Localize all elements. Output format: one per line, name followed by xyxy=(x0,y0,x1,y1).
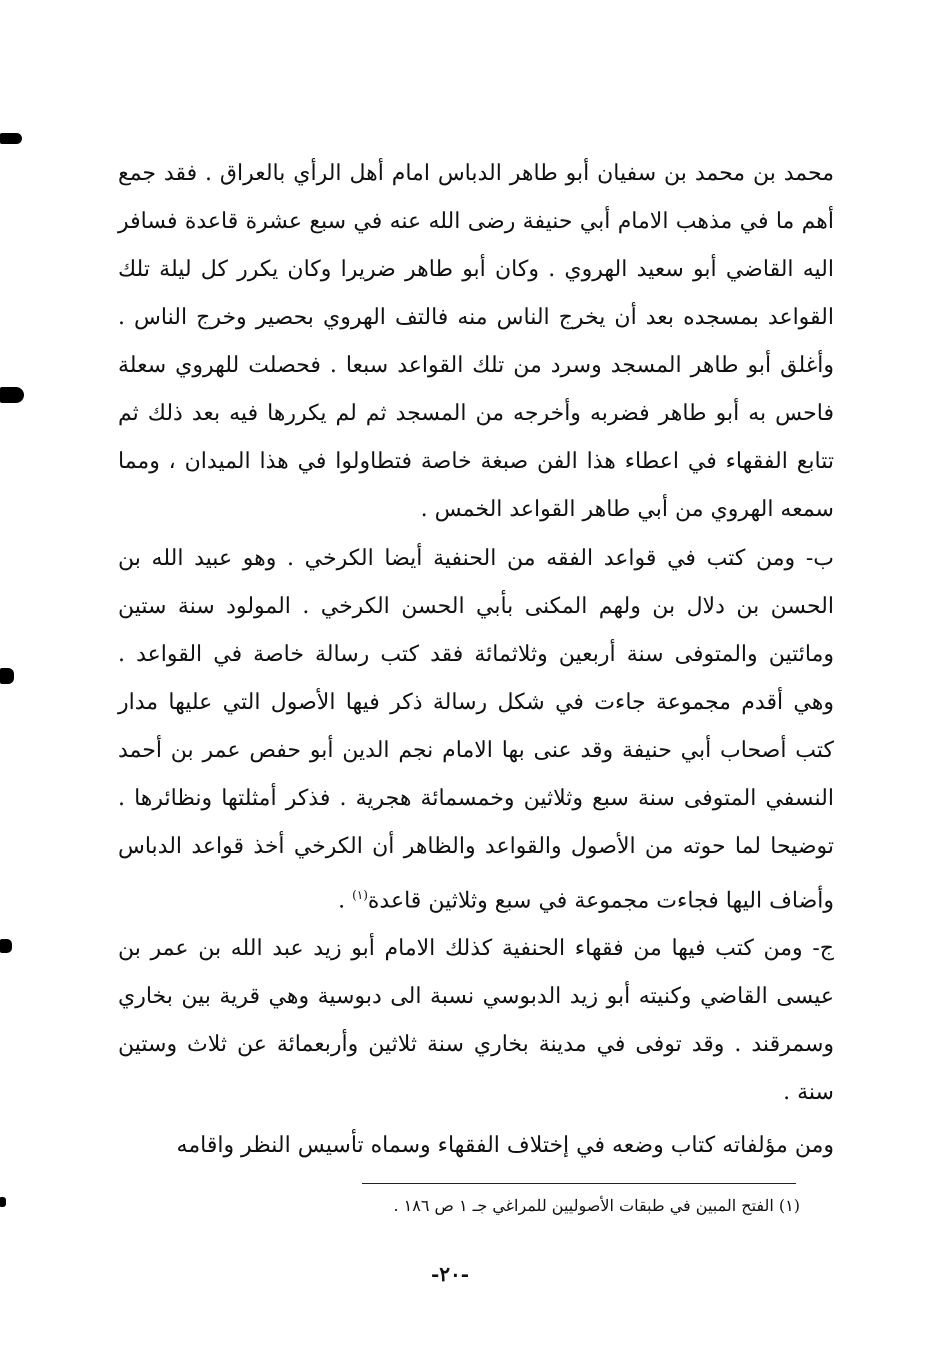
body-paragraph xyxy=(118,535,834,925)
body-paragraph xyxy=(118,150,834,534)
paragraph-text: ب- ومن كتب في قواعد الفقه من الحنفية أيضا الكرخي . وهو عبيد الله بن الحسن بن دلال بن ولهم المكنى بأبي الحسن الكرخي . المولود سنة ستين ومائتين والمتوفى سنة أربعين وثلاثمائة فقد كتب رسالة خاصة في القواعد . وهي أقدم مجموعة جاءت في شكل رسالة ذكر فيها الأصول التي عليها مدار كتب أصحاب أبي حنيفة وقد عنى بها الامام نجم الدين أبو حفص عمر بن أحمد النسفي المتوفى سنة سبع وثلاثين وخمسمائة هجرية . فذكر أمثلتها ونظائرها . توضيحا لما حوته من الأصول والقواعد والظاهر أن الكرخي أخذ قواعد الدباس وأضاف اليها فجاءت مجموعة في سبع وثلاثين قاعدة xyxy=(118,546,834,914)
footnote-divider xyxy=(362,1183,796,1184)
scan-margin-mark xyxy=(0,668,14,684)
paragraph-text: ومن مؤلفاته كتاب وضعه في إختلاف الفقهاء وسماه تأسيس النظر واقامه xyxy=(176,1133,834,1158)
body-paragraph xyxy=(118,1122,834,1170)
body-paragraph xyxy=(118,925,834,1117)
paragraph-text: محمد بن محمد بن سفيان أبو طاهر الدباس امام أهل الرأي بالعراق . فقد جمع أهم ما في مذهب الامام أبي حنيفة رضى الله عنه في سبع عشرة قاعدة فسافر اليه القاضي أبو سعيد الهروي . وكان أبو طاهر ضريرا وكان يكرر كل ليلة تلك القواعد بمسجده بعد أن يخرج الناس منه فالتف الهروي بحصير وخرج الناس . وأغلق أبو طاهر المسجد وسرد من تلك القواعد سبعا . فحصلت للهروي سعلة فاحس به أبو طاهر فضربه وأخرجه من المسجد ثم لم يكررها فيه بعد ذلك ثم تتابع الفقهاء في اعطاء هذا الفن صبغة خاصة فتطاولوا في هذا الميدان ، ومما سمعه الهروي من أبي طاهر القواعد الخمس . xyxy=(118,161,834,522)
scan-margin-mark xyxy=(0,1197,6,1207)
scan-margin-mark xyxy=(0,133,22,144)
footnote-reference: (١) xyxy=(352,888,368,902)
footnote-text: (١) الفتح المبين في طبقات الأصوليين للمراغي جـ ١ ص ١٨٦ . xyxy=(393,1196,800,1215)
paragraph-text: ج- ومن كتب فيها من فقهاء الحنفية كذلك الامام أبو زيد عبد الله بن عمر بن عيسى القاضي وكنيته أبو زيد الدبوسي نسبة الى دبوسية وهي قرية بين بخاري وسمرقند . وقد توفى في مدينة بخاري سنة ثلاثين وأربعمائة عن ثلاث وستين سنة . xyxy=(118,936,834,1105)
paragraph-ending: . xyxy=(338,888,353,914)
scan-margin-mark xyxy=(0,939,12,953)
page-number: -٢٠- xyxy=(430,1262,470,1286)
scan-margin-mark xyxy=(0,387,24,403)
